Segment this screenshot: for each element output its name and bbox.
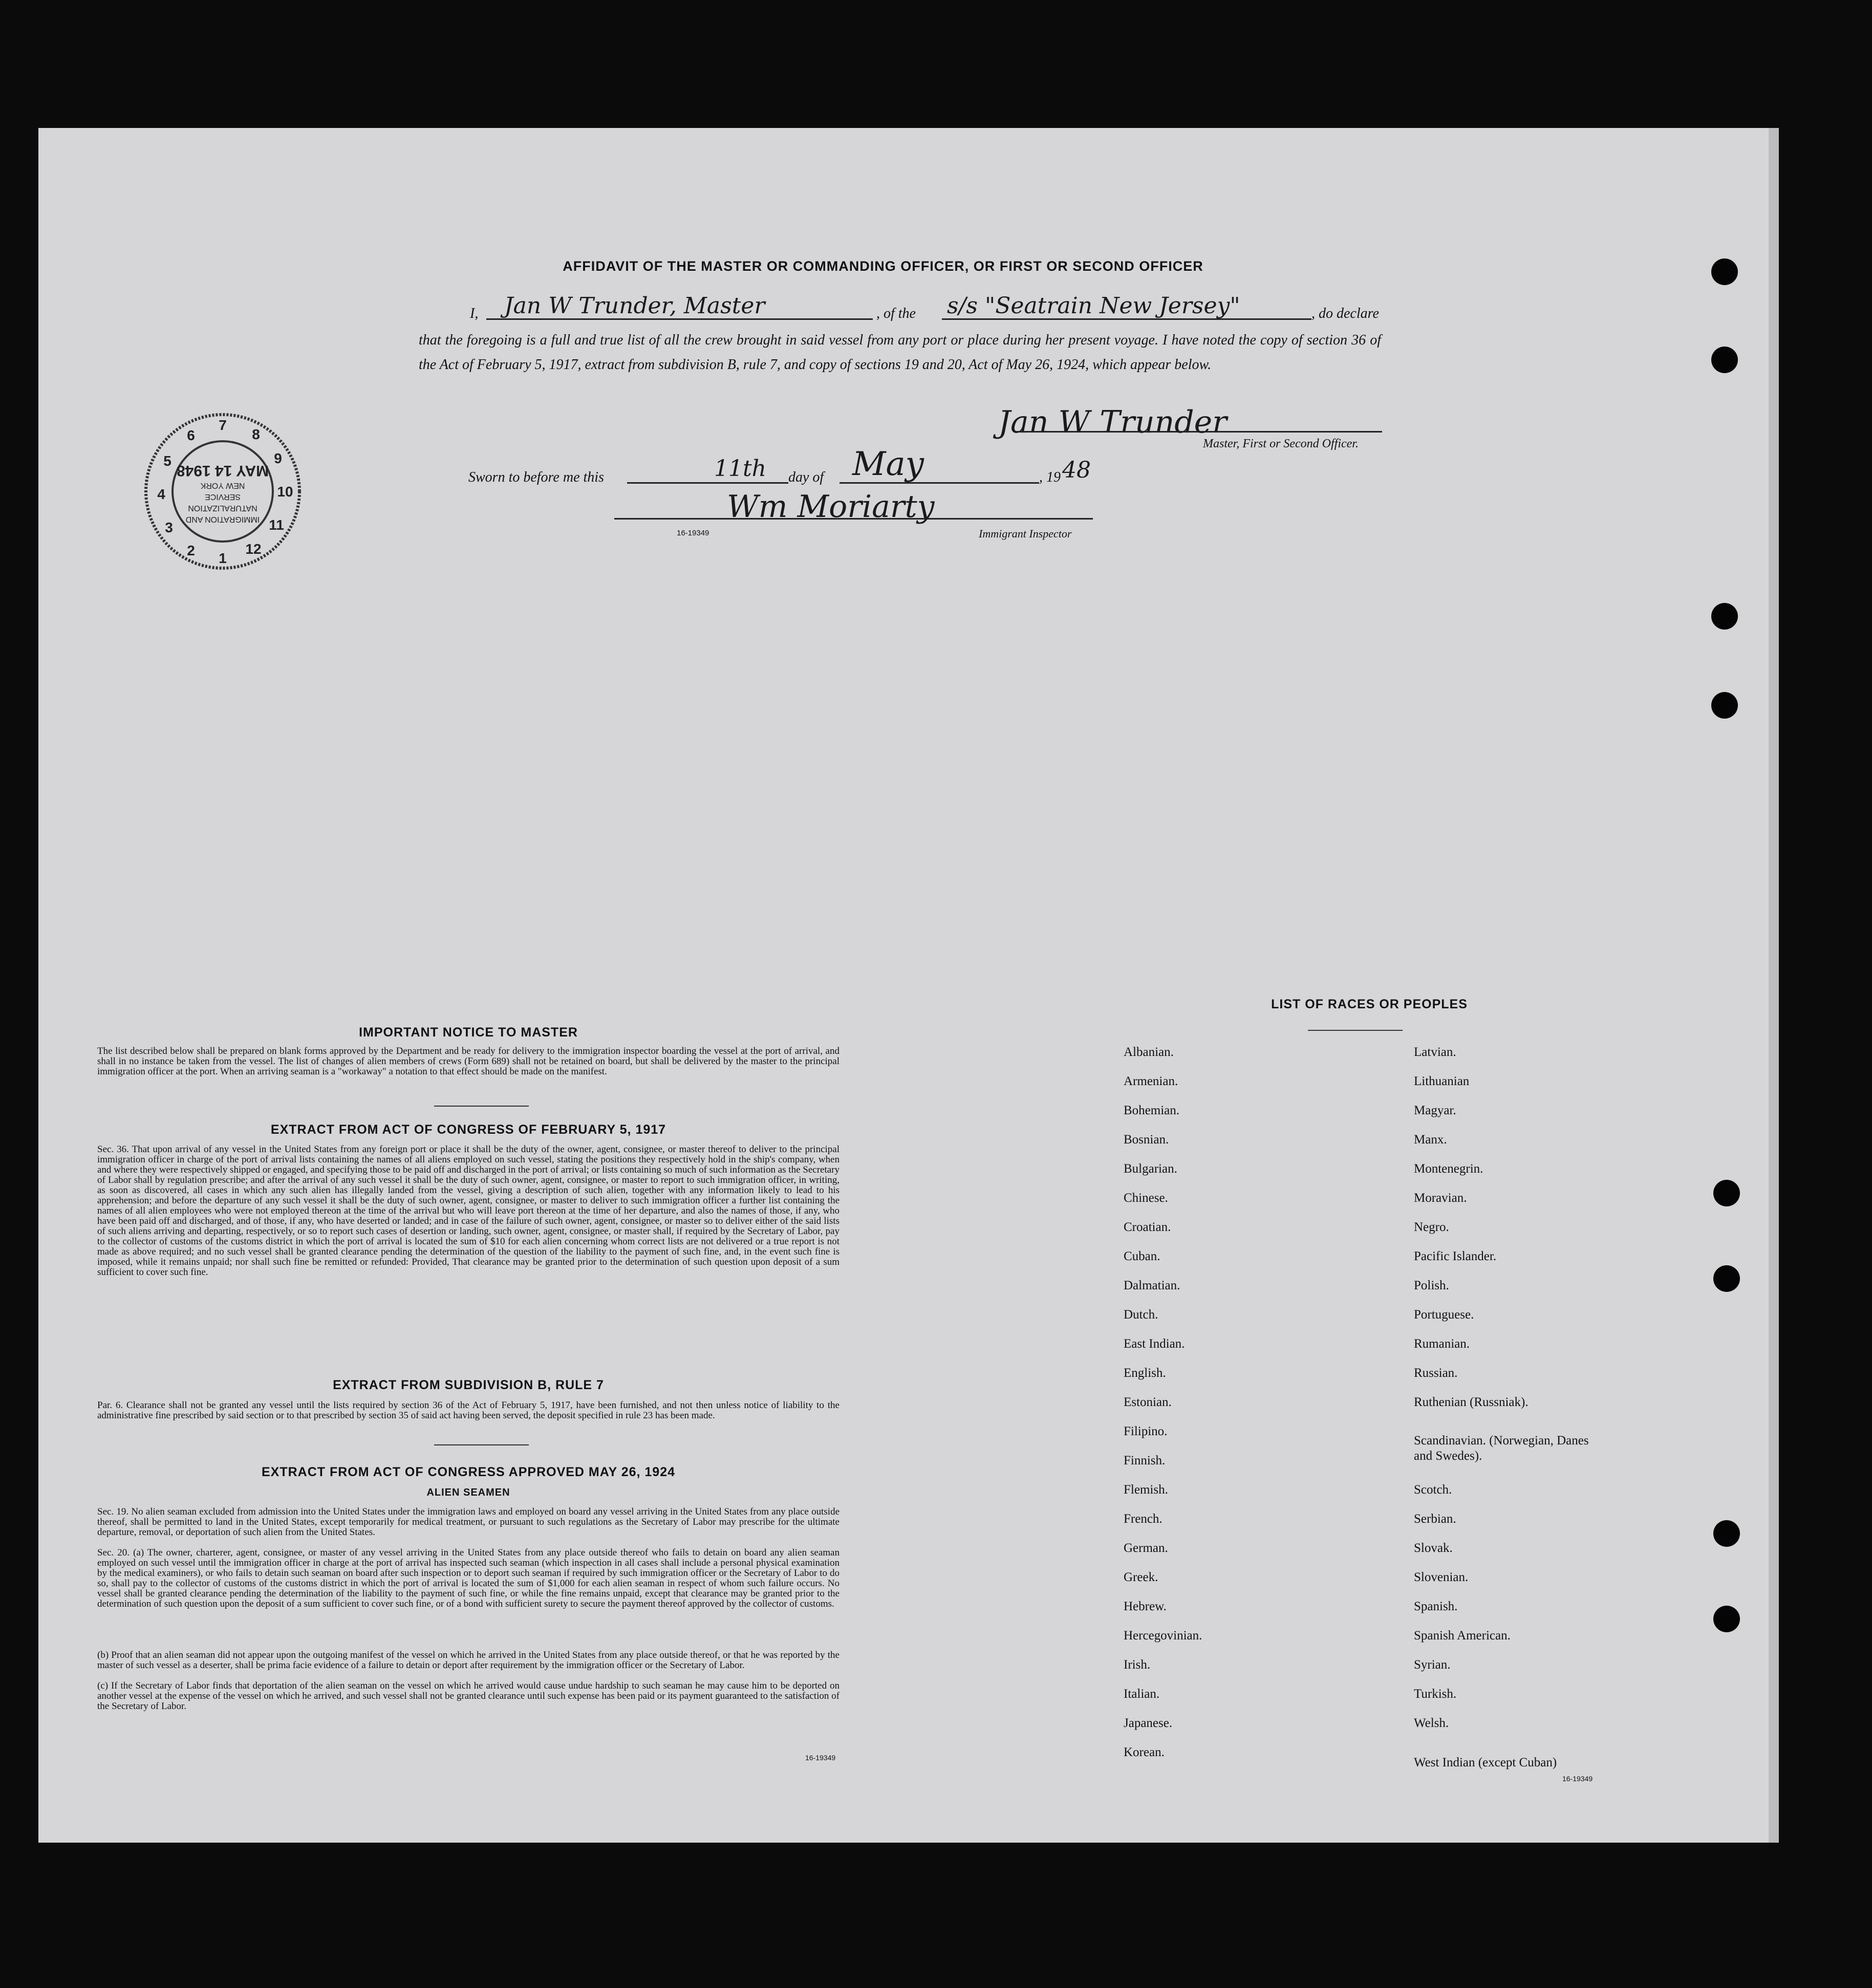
svg-text:1: 1	[219, 550, 227, 566]
race-item: Irish.	[1124, 1658, 1151, 1672]
race-item: Japanese.	[1124, 1716, 1173, 1730]
race-item: Negro.	[1414, 1220, 1449, 1234]
race-item: Lithuanian	[1414, 1074, 1470, 1088]
sworn-month: May	[852, 445, 924, 483]
svg-text:6: 6	[187, 427, 195, 443]
inspector-caption: Immigrant Inspector	[979, 527, 1072, 540]
race-item: Pacific Islander.	[1414, 1249, 1497, 1263]
race-item: Polish.	[1414, 1279, 1449, 1292]
race-item: Russian.	[1414, 1366, 1458, 1380]
svg-text:12: 12	[245, 541, 262, 557]
affidavit-i: I,	[470, 306, 479, 321]
race-item: Scotch.	[1414, 1483, 1452, 1497]
divider	[1308, 1030, 1403, 1031]
race-item: Estonian.	[1124, 1395, 1172, 1409]
binder-hole	[1711, 347, 1738, 373]
race-item: Hebrew.	[1124, 1600, 1167, 1613]
immigration-stamp	[141, 409, 305, 573]
svg-text:IMMIGRATION AND: IMMIGRATION AND	[185, 515, 260, 524]
svg-text:MAY 14 1948: MAY 14 1948	[176, 462, 269, 479]
form-number-races: 16-19349	[1562, 1775, 1593, 1783]
svg-text:NATURALIZATION: NATURALIZATION	[188, 504, 257, 512]
sworn-year: 48	[1062, 457, 1091, 483]
race-item: Croatian.	[1124, 1220, 1171, 1234]
races-title: LIST OF RACES OR PEOPLES	[1271, 997, 1468, 1011]
do-declare-label: , do declare	[1311, 306, 1379, 321]
race-item: Bulgarian.	[1124, 1162, 1177, 1176]
affidavit-body: that the foregoing is a full and true list of all the crew brought in said vessel from any port or place during her present voyage. I have noted the copy of section 36 of the Act of February 5, 1917, extract from subdivision B, rule 7, and copy of sections 19 and 20, Act of May 26, 1924, which appear below.	[419, 332, 1381, 373]
divider	[434, 1444, 529, 1445]
extract-1924-subtitle: ALIEN SEAMEN	[426, 1487, 510, 1498]
race-item: Albanian.	[1124, 1045, 1174, 1059]
binder-hole	[1713, 1606, 1740, 1632]
race-item: Serbian.	[1414, 1512, 1456, 1526]
sworn-day-line	[627, 482, 788, 484]
race-item: Ruthenian (Russniak).	[1414, 1395, 1529, 1409]
svg-text:11: 11	[269, 517, 284, 533]
race-item: Portuguese.	[1414, 1308, 1474, 1322]
race-item: Spanish American.	[1414, 1629, 1511, 1643]
race-item: East Indian.	[1124, 1337, 1185, 1351]
extract-1917-text: Sec. 36. That upon arrival of any vessel in the United States from any foreign port or place it shall be the duty of the owner, agent, consignee, or master thereof to deliver to the principal immigration officer in charge of the port of arrival lists containing the names of all aliens employed on such vessel, stating the positions they respectively hold in the ship's company, when and where they were respectively shipped or engaged, and specifying those to be paid off and discharged in the port of arrival; or lists containing so much of such information as the Secretary of Labor shall by regulation prescribe; and after the arrival of any such vessel it shall be the duty of such owner, agent, consignee, or master to report to such immigration officer, in writing, as soon as discovered, all cases in which any such alien has illegally landed from the vessel, giving a description of such alien, together with any information likely to lead to his apprehension; and before the departure of any such vessel it shall be the duty of such owner, agent, consignee, or master to deliver to such immigration officer a further list containing the names of all alien employees who were not employed thereon at the time of the arrival but who will leave port thereon at the time of her departure, and also the names of those, if any, who have been paid off and discharged, and of those, if any, who have deserted or landed; and in case of the failure of such owner, agent, consignee, or master so to deliver either of the said lists of such aliens arriving and departing, respectively, or so to report such cases of desertion or landing, such owner, agent, consignee, or master shall, if required by the Secretary of Labor, pay to the collector of customs of the customs district in which the port of arrival is located the sum of $10 for each alien concerning whom correct lists are not delivered or a true report is not made as above required; and no such vessel shall be granted clearance pending the determination of the question of the liability to the payment of such fine, and, in the event such fine is imposed, while it remains unpaid; nor shall such fine be remitted or refunded: Provided, That clearance may be granted prior to the determination of such question upon deposit of a sum sufficient to cover such fine.	[97, 1144, 840, 1278]
svg-text:NEW YORK: NEW YORK	[200, 481, 245, 490]
race-item: French.	[1124, 1512, 1163, 1526]
sec20c-text: (c) If the Secretary of Labor finds that deportation of the alien seaman on the vessel on which he arrived would cause undue hardship to such seaman he may cause him to be deported on another vessel at the expense of the vessel on which he arrived, and such vessel shall not be granted clearance until such expense has been paid or its payment guaranteed to the satisfaction of the Secretary of Labor.	[97, 1680, 840, 1712]
day-of-label: day of	[788, 469, 824, 485]
binder-hole	[1711, 603, 1738, 630]
binder-hole	[1713, 1180, 1740, 1206]
race-item: Bohemian.	[1124, 1104, 1180, 1117]
extract-1924-title: EXTRACT FROM ACT OF CONGRESS APPROVED MAY 26, 1924	[261, 1465, 676, 1479]
vessel-name-handwritten: s/s "Seatrain New Jersey"	[947, 293, 1240, 319]
binder-hole	[1711, 258, 1738, 285]
master-name-handwritten: Jan W Trunder, Master	[504, 293, 765, 319]
master-signature: Jan W Trunder	[998, 404, 1227, 440]
sec20a-text: Sec. 20. (a) The owner, charterer, agent, consignee, or master of any vessel arriving in the United States from any place outside thereof who fails to detain on board any alien seaman employed on such vessel until the immigration officer in charge at the port of arrival has inspected such seaman (which inspection in all cases shall include a personal physical examination by the medical examiners), or who fails to detain such seaman on board after such inspection or to deport such seaman if required by such immigration officer or the Secretary of Labor to do so, shall pay to the collector of customs of the customs district in which the port of arrival is located the sum of $1,000 for each alien seaman in respect of whom such failure occurs. No vessel shall be granted clearance pending the determination of the liability to the payment of such fine, or while the fine remains unpaid, except that clearance may be granted prior to the determination of such question upon the deposit of a sum sufficient to cover such fine, or of a bond with sufficient surety to secure the payment thereof approved by the collector of customs.	[97, 1547, 840, 1609]
signature-caption: Master, First or Second Officer.	[1203, 437, 1359, 450]
race-item: Magyar.	[1414, 1104, 1456, 1117]
form-number-affidavit: 16-19349	[677, 529, 709, 537]
race-item: Finnish.	[1124, 1454, 1166, 1467]
race-item: Syrian.	[1414, 1658, 1451, 1672]
race-item: West Indian (except Cuban)	[1414, 1756, 1557, 1769]
year-prefix: , 19	[1039, 469, 1061, 485]
svg-text:7: 7	[219, 417, 227, 433]
race-item: Dalmatian.	[1124, 1279, 1180, 1292]
notice-title: IMPORTANT NOTICE TO MASTER	[359, 1025, 578, 1040]
master-signature-line	[1016, 431, 1382, 433]
svg-text:10: 10	[277, 484, 293, 500]
race-item: Latvian.	[1414, 1045, 1456, 1059]
sworn-day: 11th	[714, 456, 767, 482]
divider	[434, 1106, 529, 1107]
race-item: Cuban.	[1124, 1249, 1160, 1263]
race-item: Bosnian.	[1124, 1133, 1169, 1147]
extract-1917-title: EXTRACT FROM ACT OF CONGRESS OF FEBRUARY 5, 1917	[270, 1122, 666, 1137]
affidavit-title: AFFIDAVIT OF THE MASTER OR COMMANDING OFFICER, OR FIRST OR SECOND OFFICER	[563, 258, 1203, 274]
binder-hole	[1713, 1520, 1740, 1547]
sec19-text: Sec. 19. No alien seaman excluded from admission into the United States under the immigration laws and employed on board any vessel arriving in the United States from any place outside thereof, shall be permitted to land in the United States, except temporarily for medical treatment, or pursuant to such regulations as the Secretary of Labor may prescribe for the ultimate departure, removal, or deportation of such alien from the United States.	[97, 1506, 840, 1538]
sworn-label: Sworn to before me this	[468, 469, 604, 485]
notice-text: The list described below shall be prepared on blank forms approved by the Department and be ready for delivery to the immigration inspector boarding the vessel at the port of arrival, and shall in no instance be taken from the vessel. The list of changes of alien members of crews (Form 689) shall not be retained on board, but shall be delivered by the master to the principal immigration officer at the port. When an arriving seaman is a "workaway" a notation to that effect should be made on the manifest.	[97, 1046, 840, 1077]
race-item: Montenegrin.	[1414, 1162, 1483, 1176]
race-item: English.	[1124, 1366, 1166, 1380]
race-item: Manx.	[1414, 1133, 1447, 1147]
of-the-label: , of the	[876, 306, 916, 321]
race-item: Slovak.	[1414, 1541, 1453, 1555]
page-edge	[1769, 128, 1779, 1843]
svg-text:8: 8	[252, 426, 260, 442]
race-item: Slovenian.	[1414, 1570, 1469, 1584]
binder-hole	[1713, 1265, 1740, 1292]
svg-text:SERVICE: SERVICE	[205, 492, 241, 501]
race-item: Scandinavian. (Norwegian, Danes and Swedes).	[1414, 1434, 1589, 1463]
race-item: Turkish.	[1414, 1687, 1457, 1701]
race-item: Korean.	[1124, 1745, 1165, 1759]
race-item: Dutch.	[1124, 1308, 1158, 1322]
binder-hole	[1711, 692, 1738, 719]
race-item: Italian.	[1124, 1687, 1160, 1701]
race-item: Welsh.	[1414, 1716, 1449, 1730]
race-item: Armenian.	[1124, 1074, 1178, 1088]
extract-rule7-title: EXTRACT FROM SUBDIVISION B, RULE 7	[333, 1378, 604, 1392]
race-item: Hercegovinian.	[1124, 1629, 1202, 1643]
inspector-signature-line	[614, 518, 1093, 520]
form-number-extract: 16-19349	[805, 1754, 836, 1762]
race-item: German.	[1124, 1541, 1168, 1555]
inspector-signature: Wm Moriarty	[727, 489, 935, 525]
race-item: Flemish.	[1124, 1483, 1168, 1497]
svg-text:5: 5	[163, 453, 171, 469]
sec20b-text: (b) Proof that an alien seaman did not appear upon the outgoing manifest of the vessel on which he arrived in the United States from any place outside thereof, or that he was reported by the master of such vessel as a deserter, shall be prima facie evidence of a failure to detain or deport after requirement by the immigration officer or the Secretary of Labor.	[97, 1650, 840, 1671]
race-item: Greek.	[1124, 1570, 1158, 1584]
svg-text:9: 9	[274, 450, 282, 466]
race-item: Spanish.	[1414, 1600, 1458, 1613]
extract-rule7-text: Par. 6. Clearance shall not be granted any vessel until the lists required by section 36 of the Act of February 5, 1917, have been furnished, and not then unless notice of liability to the administrative fine prescribed by said section or to that prescribed by section 35 of said act having been served, the deposit specified in rule 23 has been made.	[97, 1400, 840, 1421]
race-item: Moravian.	[1414, 1191, 1467, 1205]
race-item: Rumanian.	[1414, 1337, 1470, 1351]
svg-text:4: 4	[157, 486, 165, 502]
race-item: Chinese.	[1124, 1191, 1168, 1205]
stamp-graphic	[141, 409, 305, 573]
svg-text:3: 3	[165, 520, 173, 535]
svg-text:2: 2	[187, 543, 195, 558]
race-item: Filipino.	[1124, 1424, 1168, 1438]
